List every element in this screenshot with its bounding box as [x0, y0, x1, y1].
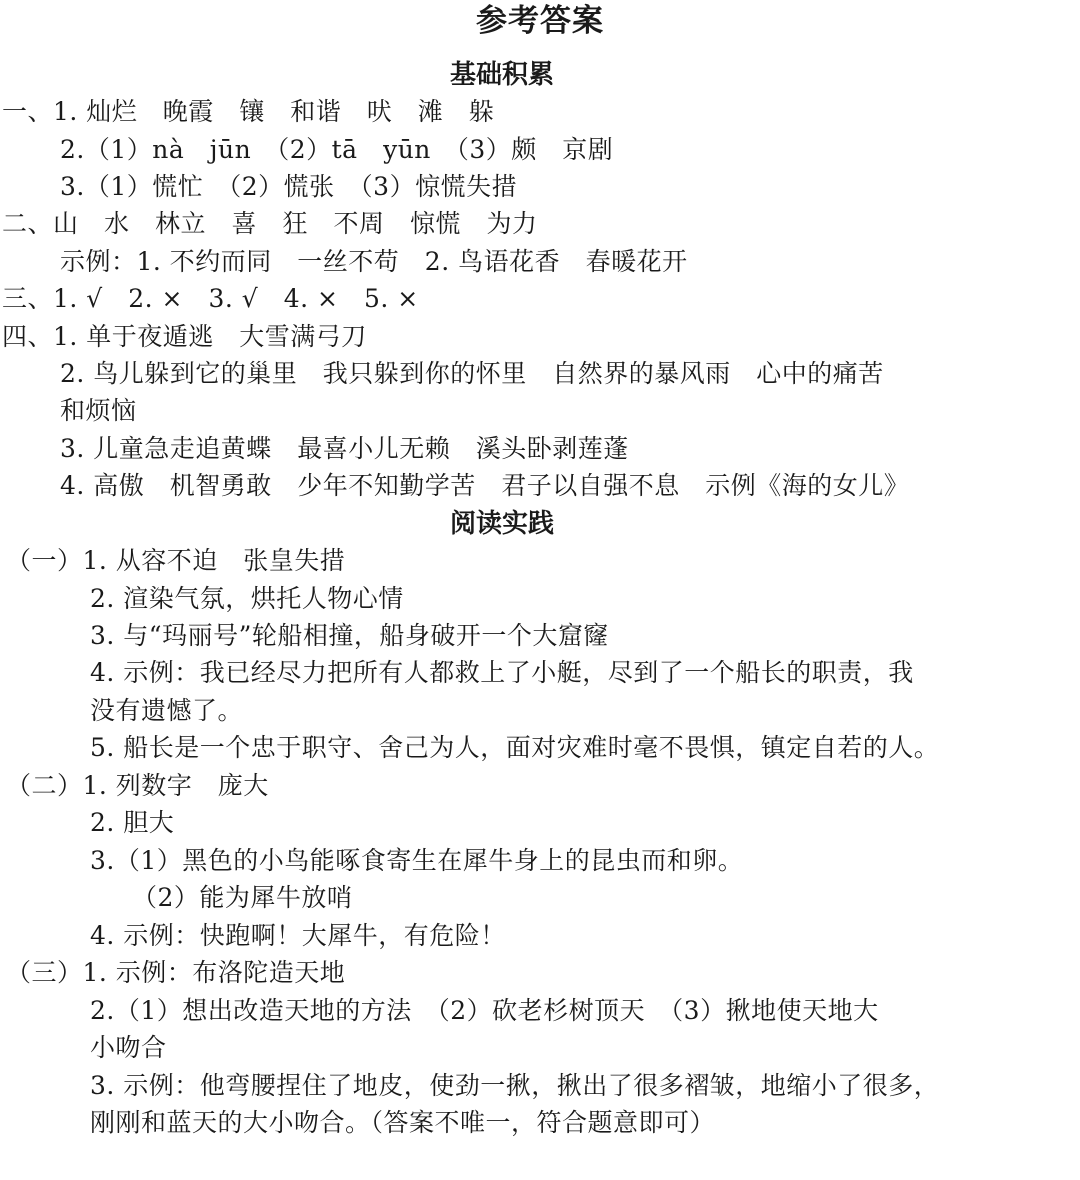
answer-line: （二）1. 列数字 庞大: [6, 771, 269, 800]
answer-line: 5. 船长是一个忠于职守、舍己为人，面对灾难时毫不畏惧，镇定自若的人。: [90, 733, 940, 762]
page-title: 参考答案: [476, 3, 604, 39]
answer-line: 2. 鸟儿躲到它的巢里 我只躲到你的怀里 自然界的暴风雨 心中的痛苦: [60, 359, 884, 388]
answer-line: 4. 高傲 机智勇敢 少年不知勤学苦 君子以自强不息 示例《海的女儿》: [60, 471, 910, 500]
answer-line: （一）1. 从容不迫 张皇失措: [6, 546, 346, 575]
answer-line: 二、山 水 林立 喜 狂 不周 惊慌 为力: [2, 209, 538, 238]
answer-line: 2.（1）想出改造天地的方法 （2）砍老杉树顶天 （3）揪地使天地大: [90, 996, 879, 1025]
answer-line: 2. 胆大: [90, 808, 175, 837]
answer-line: 小吻合: [90, 1033, 167, 1062]
answer-line: 一、1. 灿烂 晚霞 镶 和谐 吠 滩 躲: [2, 97, 495, 126]
answer-line: 四、1. 单于夜遁逃 大雪满弓刀: [2, 322, 367, 351]
answer-line: 2. 渲染气氛，烘托人物心情: [90, 584, 404, 613]
section-title-reading: 阅读实践: [449, 509, 554, 539]
answer-line: 2.（1）nà jūn （2）tā yūn （3）颇 京剧: [60, 135, 614, 164]
answer-line: 4. 示例：我已经尽力把所有人都救上了小艇，尽到了一个船长的职责，我: [90, 658, 914, 687]
answer-line: 3. 儿童急走追黄蝶 最喜小儿无赖 溪头卧剥莲蓬: [60, 434, 629, 463]
answer-line: 和烦恼: [60, 396, 137, 425]
answer-line: 三、1. √ 2. × 3. √ 4. × 5. ×: [2, 284, 419, 313]
answer-line: （三）1. 示例：布洛陀造天地: [6, 958, 346, 987]
answer-line: 3. 示例：他弯腰捏住了地皮，使劲一揪，揪出了很多褶皱，地缩小了很多，: [90, 1071, 940, 1100]
answer-line: 3.（1）黑色的小鸟能啄食寄生在犀牛身上的昆虫而和卵。: [90, 846, 744, 875]
answer-line: 3. 与“玛丽号”轮船相撞，船身破开一个大窟窿: [90, 621, 609, 650]
section-title-basic: 基础积累: [449, 60, 554, 90]
answer-line: 3.（1）慌忙 （2）慌张 （3）惊慌失措: [60, 172, 518, 201]
answer-line: 示例：1. 不约而同 一丝不苟 2. 鸟语花香 春暖花开: [60, 247, 688, 276]
answer-line: （2）能为犀牛放哨: [132, 883, 353, 912]
answer-line: 刚刚和蓝天的大小吻合。（答案不唯一，符合题意即可）: [90, 1108, 716, 1137]
answer-line: 4. 示例：快跑啊！大犀牛，有危险！: [90, 921, 506, 950]
answer-line: 没有遗憾了。: [90, 696, 244, 725]
